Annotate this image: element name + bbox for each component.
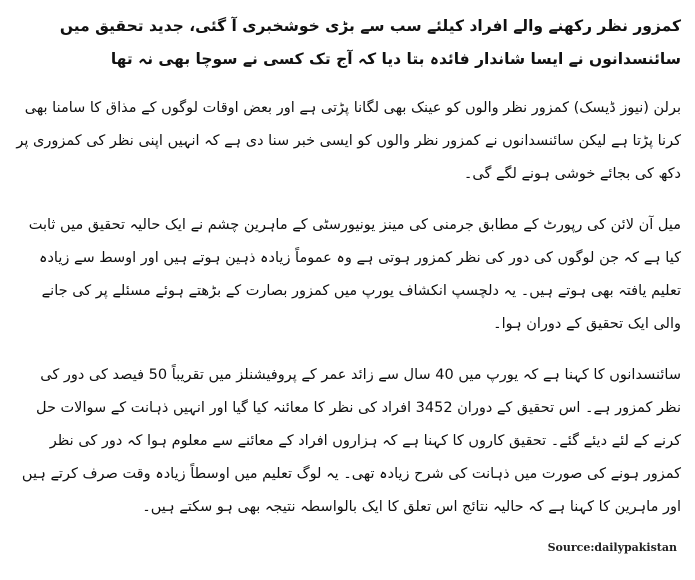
paragraph-research: میل آن لائن کی رپورٹ کے مطابق جرمنی کی مینز یونیورسٹی کے ماہرین چشم نے ایک حالیہ تحقیق میں ثابت کیا ہے کہ جن لوگوں کی دور کی نظر کمزور ہوتی ہے وہ عموماً زیادہ ذہین ہوتے ہیں اور اوسط سے زیادہ تعلیم یافتہ بھی ہوتے ہیں۔ یہ دلچسپ انکشاف یورپ میں کمزور بصارت کے بڑھتے ہوئے مسئلے پر کی جانے والی ایک تحقیق کے دوران ہوا۔ [28,217,681,332]
article-body [14,10,681,542]
paragraph-intro: برلن (نیوز ڈیسک) کمزور نظر والوں کو عینک بھی لگانا پڑتی ہے اور بعض اوقات لوگوں کے مذاق کا سامنا بھی کرنا پڑتا ہے لیکن سائنسدانوں نے کمزور نظر والوں کو ایسی خبر سنا دی ہے کہ انہیں اپنی نظر کی کمزوری پر دکھ کی بجائے خوشی ہونے لگے گی۔ [16,100,681,182]
source-credit: Source:dailypakistan [547,541,677,554]
paragraph-findings: سائنسدانوں کا کہنا ہے کہ یورپ میں 40 سال سے زائد عمر کے پروفیشنلز میں تقریباً 50 فیصد کی دور کی نظر کمزور ہے۔ اس تحقیق کے دوران 3452 افراد کی نظر کا معائنہ کیا گیا اور انہیں ذہانت کے سوالات حل کرنے کے لئے دیئے گئے۔ تحقیق کاروں کا کہنا ہے کہ ہزاروں افراد کے معائنے سے معلوم ہوا کہ دور کی نظر کمزور ہونے کی صورت میں ذہانت کی شرح زیادہ تھی۔ یہ لوگ تعلیم میں اوسطاً زیادہ وقت صرف کرتے ہیں اور ماہرین کا کہنا ہے کہ حالیہ نتائج اس تعلق کا ایک بالواسطہ نتیجہ بھی ہو سکتے ہیں۔ [21,367,681,515]
article-headline: کمزور نظر رکھنے والے افراد کیلئے سب سے بڑی خوشخبری آ گئی، جدید تحقیق میں سائنسدانوں نے ایسا شاندار فائدہ بتا دیا کہ آج تک کسی نے سوچا بھی نہ تھا [59,17,681,68]
